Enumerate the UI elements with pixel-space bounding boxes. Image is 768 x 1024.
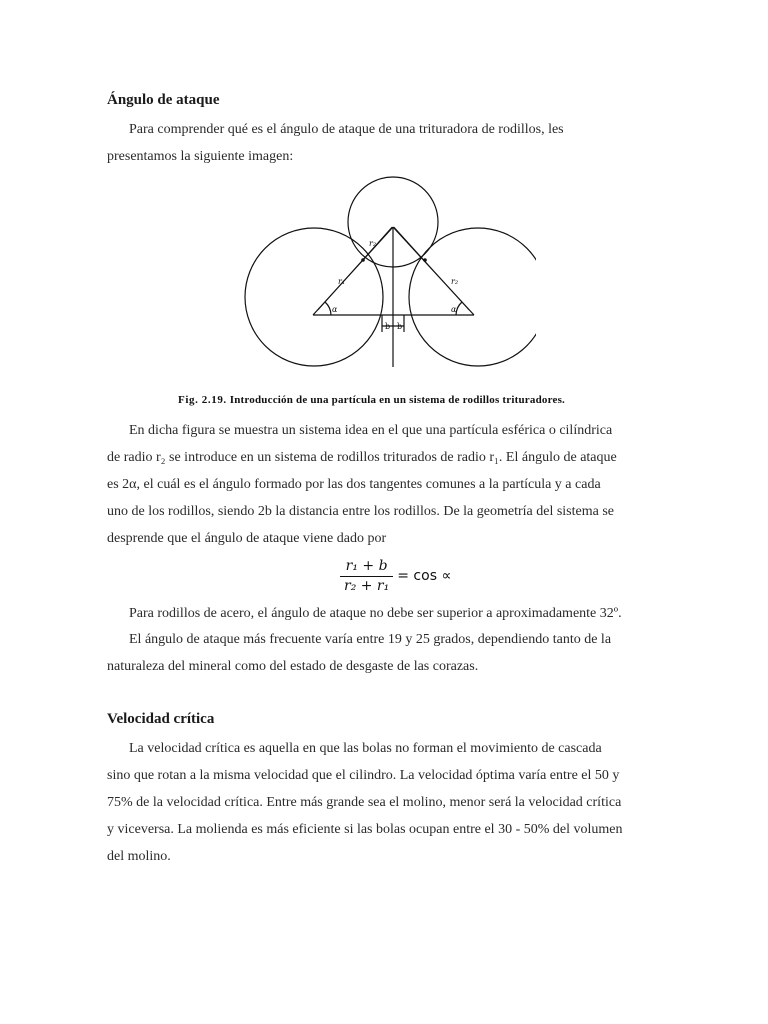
body-line-1: En dicha figura se muestra un sistema idea en el que una partícula esférica o cilíndrica	[129, 423, 613, 438]
section-title-velocidad-critica: Velocidad crítica	[107, 711, 215, 727]
velocity-line-2: sino que rotan a la misma velocidad que el cilindro. La velocidad óptima varía entre el 50 y	[107, 768, 620, 783]
attack-angle-formula	[340, 556, 451, 596]
body-line-frequent-2: naturaleza del mineral como del estado de desgaste de las corazas.	[107, 659, 479, 674]
left-radius-parallel	[318, 227, 392, 310]
body-line-5: desprende que el ángulo de ataque viene dado por	[107, 531, 387, 546]
formula-numerator: r₁ + b	[345, 557, 388, 574]
left-roller-circle	[245, 228, 383, 366]
right-roller-circle	[409, 228, 536, 366]
body-line-4: uno de los rodillos, siendo 2b la distancia entre los rodillos. De la geometría del sistema se	[107, 504, 615, 519]
label-r1-left: r₁	[338, 277, 346, 286]
body-line-frequent-1: El ángulo de ataque más frecuente varía entre 19 y 25 grados, dependiendo tanto de la	[129, 632, 612, 647]
figure-caption	[178, 394, 565, 406]
roller-crusher-diagram	[236, 172, 536, 372]
figure-caption-number: Fig. 2.19.	[178, 394, 227, 406]
label-alpha-right: α	[451, 305, 457, 314]
intro-line-2: presentamos la siguiente imagen:	[107, 149, 294, 164]
body-line-steel: Para rodillos de acero, el ángulo de ataque no debe ser superior a aproximadamente 32º.	[129, 606, 622, 621]
formula-fraction	[340, 558, 393, 595]
formula-denominator: r₂ + r₁	[344, 577, 390, 594]
formula-rhs: = cos ∝	[397, 568, 452, 584]
right-radius-parallel	[394, 227, 469, 310]
section-title-angulo-de-ataque: Ángulo de ataque	[107, 92, 220, 108]
left-alpha-arc	[325, 302, 331, 315]
body-line-3: es 2α, el cuál es el ángulo formado por las dos tangentes comunes a la partícula y a cada	[107, 477, 601, 492]
label-r2-left: r₂	[369, 239, 377, 248]
label-r2-right: r₂	[451, 277, 459, 286]
velocity-line-4: y viceversa. La molienda es más eficiente si las bolas ocupan entre el 30 - 50% del volumen	[107, 822, 623, 837]
right-alpha-arc	[456, 302, 462, 315]
figure-caption-text: Introducción de una partícula en un sistema de rodillos trituradores.	[229, 394, 566, 406]
intro-line-1: Para comprender qué es el ángulo de ataque de una trituradora de rodillos, les	[129, 122, 564, 137]
velocity-line-1: La velocidad crítica es aquella en que las bolas no forman el movimiento de cascada	[129, 741, 602, 756]
label-alpha-left: α	[332, 305, 338, 314]
body-line-2: de radio r₂ se introduce en un sistema de rodillos triturados de radio r₁. El ángulo de ataque	[107, 450, 617, 465]
label-b-right: b	[397, 322, 403, 331]
label-b-left: b	[385, 322, 391, 331]
velocity-line-5: del molino.	[107, 849, 171, 864]
fraction-bar	[340, 576, 393, 577]
velocity-line-3: 75% de la velocidad crítica. Entre más grande sea el molino, menor será la velocidad crítica	[107, 795, 622, 810]
